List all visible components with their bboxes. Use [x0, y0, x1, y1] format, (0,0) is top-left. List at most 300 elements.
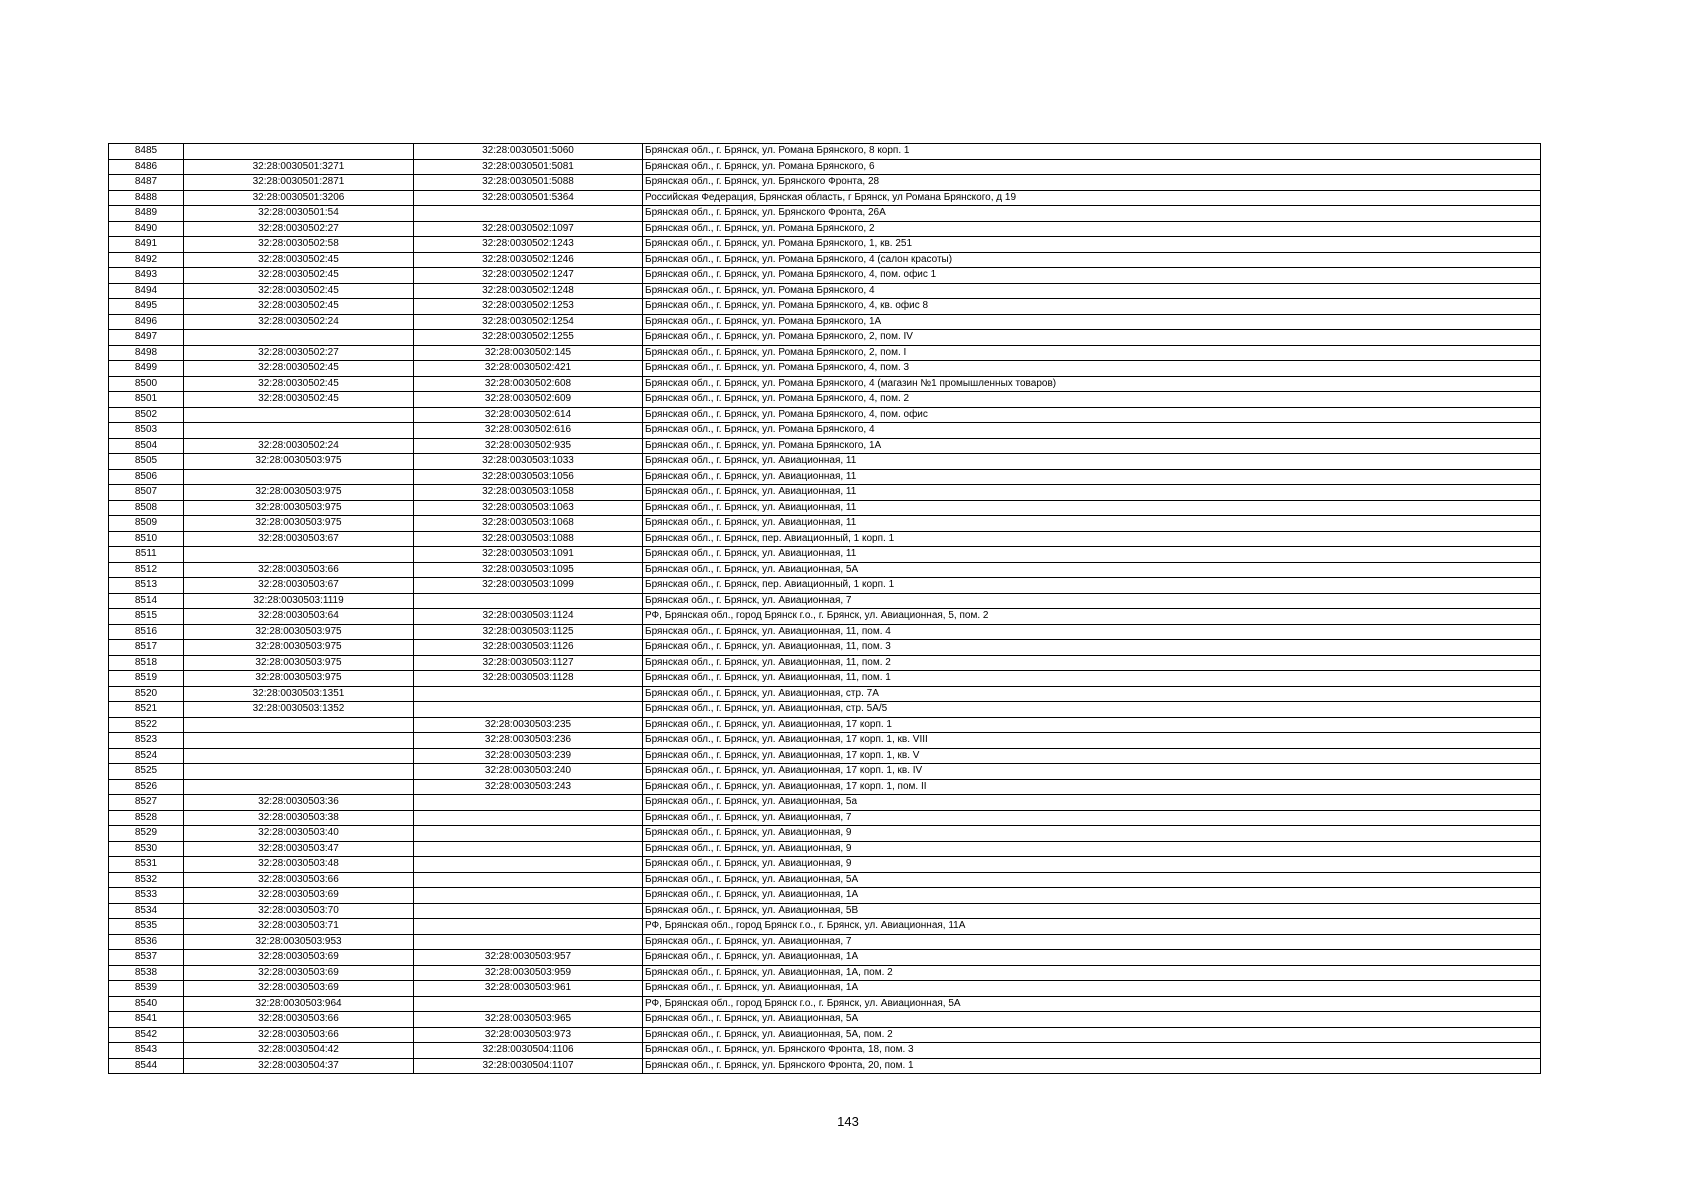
old-cadastral-number-cell [184, 764, 414, 780]
new-cadastral-number-cell [414, 206, 643, 222]
table-row [109, 469, 1541, 485]
new-cadastral-number-cell: 32:28:0030501:5364 [414, 190, 643, 206]
table-row [109, 252, 1541, 268]
old-cadastral-number-cell: 32:28:0030503:975 [184, 640, 414, 656]
old-cadastral-number-cell: 32:28:0030503:66 [184, 1027, 414, 1043]
address-cell: Брянская обл., г. Брянск, ул. Авиационная, 5а [643, 795, 1541, 811]
old-cadastral-number-cell: 32:28:0030502:45 [184, 283, 414, 299]
row-number-cell: 8505 [109, 454, 184, 470]
old-cadastral-number-cell: 32:28:0030503:1119 [184, 593, 414, 609]
row-number-cell: 8534 [109, 903, 184, 919]
table-row [109, 748, 1541, 764]
row-number-cell: 8541 [109, 1012, 184, 1028]
new-cadastral-number-cell: 32:28:0030503:1063 [414, 500, 643, 516]
row-number-cell: 8516 [109, 624, 184, 640]
address-cell: Брянская обл., г. Брянск, ул. Романа Брянского, 1А [643, 438, 1541, 454]
address-cell: Брянская обл., г. Брянск, ул. Авиационная, 1А [643, 981, 1541, 997]
table-row [109, 934, 1541, 950]
old-cadastral-number-cell: 32:28:0030501:3206 [184, 190, 414, 206]
new-cadastral-number-cell: 32:28:0030501:5060 [414, 144, 643, 160]
address-cell: Брянская обл., г. Брянск, ул. Авиационная, 17 корп. 1, пом. II [643, 779, 1541, 795]
old-cadastral-number-cell: 32:28:0030503:69 [184, 965, 414, 981]
row-number-cell: 8538 [109, 965, 184, 981]
address-cell: Брянская обл., г. Брянск, пер. Авиационный, 1 корп. 1 [643, 531, 1541, 547]
old-cadastral-number-cell: 32:28:0030503:975 [184, 655, 414, 671]
address-cell: Брянская обл., г. Брянск, ул. Авиационная, стр. 7А [643, 686, 1541, 702]
old-cadastral-number-cell: 32:28:0030502:24 [184, 314, 414, 330]
old-cadastral-number-cell: 32:28:0030503:38 [184, 810, 414, 826]
new-cadastral-number-cell: 32:28:0030502:1243 [414, 237, 643, 253]
new-cadastral-number-cell [414, 996, 643, 1012]
address-cell: Брянская обл., г. Брянск, ул. Романа Брянского, 4 (салон красоты) [643, 252, 1541, 268]
address-cell: Брянская обл., г. Брянск, ул. Авиационная, 7 [643, 593, 1541, 609]
address-cell: РФ, Брянская обл., город Брянск г.о., г. Брянск, ул. Авиационная, 5А [643, 996, 1541, 1012]
address-cell: Брянская обл., г. Брянск, ул. Авиационная, 11, пом. 1 [643, 671, 1541, 687]
table-row [109, 314, 1541, 330]
address-cell: Брянская обл., г. Брянск, ул. Авиационная, 11, пом. 3 [643, 640, 1541, 656]
old-cadastral-number-cell: 32:28:0030503:48 [184, 857, 414, 873]
table-row [109, 547, 1541, 563]
address-cell: Российская Федерация, Брянская область, г Брянск, ул Романа Брянского, д 19 [643, 190, 1541, 206]
address-cell: Брянская обл., г. Брянск, ул. Романа Брянского, 4, пом. офис 1 [643, 268, 1541, 284]
new-cadastral-number-cell: 32:28:0030502:609 [414, 392, 643, 408]
table-row [109, 733, 1541, 749]
old-cadastral-number-cell: 32:28:0030504:37 [184, 1058, 414, 1074]
old-cadastral-number-cell: 32:28:0030503:953 [184, 934, 414, 950]
row-number-cell: 8510 [109, 531, 184, 547]
row-number-cell: 8498 [109, 345, 184, 361]
old-cadastral-number-cell: 32:28:0030503:40 [184, 826, 414, 842]
row-number-cell: 8492 [109, 252, 184, 268]
new-cadastral-number-cell: 32:28:0030502:1097 [414, 221, 643, 237]
table-row [109, 144, 1541, 160]
address-cell: РФ, Брянская обл., город Брянск г.о., г. Брянск, ул. Авиационная, 5, пом. 2 [643, 609, 1541, 625]
row-number-cell: 8522 [109, 717, 184, 733]
table-row [109, 423, 1541, 439]
new-cadastral-number-cell: 32:28:0030503:1033 [414, 454, 643, 470]
new-cadastral-number-cell: 32:28:0030502:1248 [414, 283, 643, 299]
new-cadastral-number-cell: 32:28:0030503:1124 [414, 609, 643, 625]
new-cadastral-number-cell: 32:28:0030502:616 [414, 423, 643, 439]
row-number-cell: 8502 [109, 407, 184, 423]
new-cadastral-number-cell: 32:28:0030503:1058 [414, 485, 643, 501]
new-cadastral-number-cell [414, 841, 643, 857]
table-row [109, 965, 1541, 981]
page-number: 143 [837, 1114, 859, 1129]
table-row [109, 795, 1541, 811]
address-cell: Брянская обл., г. Брянск, ул. Авиационная, 1А, пом. 2 [643, 965, 1541, 981]
table-row [109, 779, 1541, 795]
old-cadastral-number-cell: 32:28:0030502:27 [184, 221, 414, 237]
address-cell: Брянская обл., г. Брянск, ул. Романа Брянского, 4 [643, 423, 1541, 439]
row-number-cell: 8496 [109, 314, 184, 330]
old-cadastral-number-cell: 32:28:0030503:964 [184, 996, 414, 1012]
address-cell: Брянская обл., г. Брянск, ул. Романа Брянского, 2 [643, 221, 1541, 237]
address-cell: Брянская обл., г. Брянск, ул. Авиационная, 17 корп. 1, кв. IV [643, 764, 1541, 780]
row-number-cell: 8543 [109, 1043, 184, 1059]
address-cell: Брянская обл., г. Брянск, ул. Авиационная, 17 корп. 1 [643, 717, 1541, 733]
new-cadastral-number-cell [414, 872, 643, 888]
old-cadastral-number-cell: 32:28:0030503:64 [184, 609, 414, 625]
address-cell: Брянская обл., г. Брянск, ул. Авиационная, 11 [643, 454, 1541, 470]
row-number-cell: 8511 [109, 547, 184, 563]
table-row [109, 376, 1541, 392]
address-cell: Брянская обл., г. Брянск, ул. Авиационная, 11 [643, 469, 1541, 485]
row-number-cell: 8528 [109, 810, 184, 826]
table-row [109, 981, 1541, 997]
new-cadastral-number-cell [414, 857, 643, 873]
row-number-cell: 8509 [109, 516, 184, 532]
new-cadastral-number-cell: 32:28:0030503:240 [414, 764, 643, 780]
new-cadastral-number-cell: 32:28:0030503:1127 [414, 655, 643, 671]
address-cell: Брянская обл., г. Брянск, ул. Авиационная, стр. 5А/5 [643, 702, 1541, 718]
old-cadastral-number-cell: 32:28:0030501:3271 [184, 159, 414, 175]
new-cadastral-number-cell: 32:28:0030503:1128 [414, 671, 643, 687]
table-row [109, 903, 1541, 919]
table-row [109, 996, 1541, 1012]
new-cadastral-number-cell: 32:28:0030502:935 [414, 438, 643, 454]
row-number-cell: 8485 [109, 144, 184, 160]
old-cadastral-number-cell: 32:28:0030503:1352 [184, 702, 414, 718]
row-number-cell: 8537 [109, 950, 184, 966]
old-cadastral-number-cell: 32:28:0030502:27 [184, 345, 414, 361]
old-cadastral-number-cell: 32:28:0030503:975 [184, 500, 414, 516]
old-cadastral-number-cell: 32:28:0030503:70 [184, 903, 414, 919]
table-row [109, 299, 1541, 315]
row-number-cell: 8486 [109, 159, 184, 175]
new-cadastral-number-cell [414, 795, 643, 811]
old-cadastral-number-cell: 32:28:0030502:45 [184, 392, 414, 408]
new-cadastral-number-cell: 32:28:0030502:1254 [414, 314, 643, 330]
new-cadastral-number-cell: 32:28:0030503:243 [414, 779, 643, 795]
old-cadastral-number-cell: 32:28:0030503:975 [184, 454, 414, 470]
new-cadastral-number-cell: 32:28:0030503:1088 [414, 531, 643, 547]
table-row [109, 624, 1541, 640]
old-cadastral-number-cell: 32:28:0030504:42 [184, 1043, 414, 1059]
new-cadastral-number-cell [414, 702, 643, 718]
row-number-cell: 8488 [109, 190, 184, 206]
row-number-cell: 8506 [109, 469, 184, 485]
old-cadastral-number-cell [184, 733, 414, 749]
row-number-cell: 8513 [109, 578, 184, 594]
address-cell: Брянская обл., г. Брянск, ул. Романа Брянского, 8 корп. 1 [643, 144, 1541, 160]
address-cell: Брянская обл., г. Брянск, ул. Авиационная, 9 [643, 857, 1541, 873]
new-cadastral-number-cell: 32:28:0030502:421 [414, 361, 643, 377]
row-number-cell: 8504 [109, 438, 184, 454]
new-cadastral-number-cell: 32:28:0030502:1246 [414, 252, 643, 268]
new-cadastral-number-cell: 32:28:0030501:5081 [414, 159, 643, 175]
address-cell: Брянская обл., г. Брянск, ул. Авиационная, 9 [643, 841, 1541, 857]
address-cell: Брянская обл., г. Брянск, ул. Авиационная, 5А, пом. 2 [643, 1027, 1541, 1043]
address-cell: Брянская обл., г. Брянск, ул. Романа Брянского, 4, пом. 3 [643, 361, 1541, 377]
address-cell: Брянская обл., г. Брянск, ул. Авиационная, 5В [643, 903, 1541, 919]
old-cadastral-number-cell: 32:28:0030502:45 [184, 299, 414, 315]
old-cadastral-number-cell: 32:28:0030503:47 [184, 841, 414, 857]
new-cadastral-number-cell: 32:28:0030503:236 [414, 733, 643, 749]
registry-table-body [109, 144, 1541, 1074]
row-number-cell: 8490 [109, 221, 184, 237]
row-number-cell: 8531 [109, 857, 184, 873]
new-cadastral-number-cell [414, 903, 643, 919]
table-row [109, 686, 1541, 702]
address-cell: Брянская обл., г. Брянск, ул. Брянского Фронта, 20, пом. 1 [643, 1058, 1541, 1074]
row-number-cell: 8501 [109, 392, 184, 408]
new-cadastral-number-cell: 32:28:0030502:1255 [414, 330, 643, 346]
address-cell: Брянская обл., г. Брянск, ул. Романа Брянского, 6 [643, 159, 1541, 175]
new-cadastral-number-cell: 32:28:0030503:235 [414, 717, 643, 733]
new-cadastral-number-cell: 32:28:0030503:1126 [414, 640, 643, 656]
table-row [109, 361, 1541, 377]
new-cadastral-number-cell: 32:28:0030501:5088 [414, 175, 643, 191]
registry-table [108, 143, 1541, 1074]
table-row [109, 516, 1541, 532]
address-cell: Брянская обл., г. Брянск, ул. Авиационная, 11 [643, 547, 1541, 563]
row-number-cell: 8497 [109, 330, 184, 346]
new-cadastral-number-cell [414, 686, 643, 702]
new-cadastral-number-cell: 32:28:0030504:1106 [414, 1043, 643, 1059]
address-cell: Брянская обл., г. Брянск, ул. Романа Брянского, 1, кв. 251 [643, 237, 1541, 253]
row-number-cell: 8508 [109, 500, 184, 516]
new-cadastral-number-cell: 32:28:0030503:965 [414, 1012, 643, 1028]
table-row [109, 702, 1541, 718]
table-row [109, 1012, 1541, 1028]
row-number-cell: 8544 [109, 1058, 184, 1074]
table-row [109, 764, 1541, 780]
table-row [109, 671, 1541, 687]
old-cadastral-number-cell: 32:28:0030503:975 [184, 485, 414, 501]
table-row [109, 454, 1541, 470]
address-cell: Брянская обл., г. Брянск, ул. Авиационная, 7 [643, 810, 1541, 826]
table-row [109, 1027, 1541, 1043]
address-cell: Брянская обл., г. Брянск, ул. Авиационная, 17 корп. 1, кв. V [643, 748, 1541, 764]
address-cell: Брянская обл., г. Брянск, ул. Романа Брянского, 2, пом. IV [643, 330, 1541, 346]
row-number-cell: 8540 [109, 996, 184, 1012]
old-cadastral-number-cell: 32:28:0030502:45 [184, 361, 414, 377]
old-cadastral-number-cell: 32:28:0030503:67 [184, 531, 414, 547]
address-cell: Брянская обл., г. Брянск, ул. Авиационная, 11, пом. 4 [643, 624, 1541, 640]
row-number-cell: 8523 [109, 733, 184, 749]
row-number-cell: 8527 [109, 795, 184, 811]
old-cadastral-number-cell: 32:28:0030503:66 [184, 562, 414, 578]
table-row [109, 392, 1541, 408]
row-number-cell: 8525 [109, 764, 184, 780]
table-row [109, 810, 1541, 826]
row-number-cell: 8524 [109, 748, 184, 764]
address-cell: Брянская обл., г. Брянск, ул. Романа Брянского, 2, пом. I [643, 345, 1541, 361]
address-cell: Брянская обл., г. Брянск, ул. Авиационная, 5А [643, 562, 1541, 578]
row-number-cell: 8535 [109, 919, 184, 935]
old-cadastral-number-cell [184, 779, 414, 795]
old-cadastral-number-cell: 32:28:0030502:45 [184, 376, 414, 392]
old-cadastral-number-cell: 32:28:0030503:36 [184, 795, 414, 811]
old-cadastral-number-cell: 32:28:0030503:69 [184, 888, 414, 904]
table-row [109, 593, 1541, 609]
address-cell: Брянская обл., г. Брянск, ул. Авиационная, 5А [643, 1012, 1541, 1028]
new-cadastral-number-cell: 32:28:0030502:1247 [414, 268, 643, 284]
row-number-cell: 8489 [109, 206, 184, 222]
address-cell: Брянская обл., г. Брянск, ул. Авиационная, 11 [643, 516, 1541, 532]
row-number-cell: 8539 [109, 981, 184, 997]
row-number-cell: 8526 [109, 779, 184, 795]
old-cadastral-number-cell: 32:28:0030503:69 [184, 981, 414, 997]
row-number-cell: 8517 [109, 640, 184, 656]
address-cell: Брянская обл., г. Брянск, ул. Брянского Фронта, 18, пом. 3 [643, 1043, 1541, 1059]
row-number-cell: 8503 [109, 423, 184, 439]
old-cadastral-number-cell [184, 717, 414, 733]
new-cadastral-number-cell: 32:28:0030503:959 [414, 965, 643, 981]
new-cadastral-number-cell [414, 826, 643, 842]
new-cadastral-number-cell [414, 934, 643, 950]
table-row [109, 950, 1541, 966]
address-cell: Брянская обл., г. Брянск, ул. Брянского Фронта, 28 [643, 175, 1541, 191]
table-row [109, 206, 1541, 222]
new-cadastral-number-cell: 32:28:0030502:614 [414, 407, 643, 423]
table-row [109, 562, 1541, 578]
table-row [109, 609, 1541, 625]
row-number-cell: 8491 [109, 237, 184, 253]
address-cell: Брянская обл., г. Брянск, ул. Романа Брянского, 4, кв. офис 8 [643, 299, 1541, 315]
old-cadastral-number-cell: 32:28:0030502:58 [184, 237, 414, 253]
table-row [109, 175, 1541, 191]
table-row [109, 841, 1541, 857]
table-row [109, 857, 1541, 873]
row-number-cell: 8520 [109, 686, 184, 702]
table-row [109, 1058, 1541, 1074]
address-cell: Брянская обл., г. Брянск, ул. Авиационная, 11, пом. 2 [643, 655, 1541, 671]
new-cadastral-number-cell: 32:28:0030503:1095 [414, 562, 643, 578]
address-cell: Брянская обл., г. Брянск, ул. Романа Брянского, 4, пом. офис [643, 407, 1541, 423]
new-cadastral-number-cell: 32:28:0030503:1125 [414, 624, 643, 640]
new-cadastral-number-cell: 32:28:0030502:608 [414, 376, 643, 392]
table-row [109, 237, 1541, 253]
table-row [109, 888, 1541, 904]
new-cadastral-number-cell: 32:28:0030504:1107 [414, 1058, 643, 1074]
new-cadastral-number-cell [414, 810, 643, 826]
table-row [109, 578, 1541, 594]
new-cadastral-number-cell: 32:28:0030503:1056 [414, 469, 643, 485]
table-row [109, 330, 1541, 346]
old-cadastral-number-cell: 32:28:0030503:975 [184, 516, 414, 532]
address-cell: Брянская обл., г. Брянск, ул. Авиационная, 9 [643, 826, 1541, 842]
table-row [109, 531, 1541, 547]
address-cell: РФ, Брянская обл., город Брянск г.о., г. Брянск, ул. Авиационная, 11А [643, 919, 1541, 935]
table-row [109, 221, 1541, 237]
address-cell: Брянская обл., г. Брянск, ул. Романа Брянского, 1А [643, 314, 1541, 330]
old-cadastral-number-cell: 32:28:0030503:69 [184, 950, 414, 966]
row-number-cell: 8487 [109, 175, 184, 191]
address-cell: Брянская обл., г. Брянск, пер. Авиационный, 1 корп. 1 [643, 578, 1541, 594]
table-row [109, 345, 1541, 361]
old-cadastral-number-cell: 32:28:0030501:54 [184, 206, 414, 222]
old-cadastral-number-cell [184, 547, 414, 563]
table-row [109, 872, 1541, 888]
row-number-cell: 8512 [109, 562, 184, 578]
old-cadastral-number-cell: 32:28:0030503:1351 [184, 686, 414, 702]
table-row [109, 655, 1541, 671]
row-number-cell: 8532 [109, 872, 184, 888]
old-cadastral-number-cell: 32:28:0030502:45 [184, 252, 414, 268]
row-number-cell: 8536 [109, 934, 184, 950]
row-number-cell: 8518 [109, 655, 184, 671]
row-number-cell: 8529 [109, 826, 184, 842]
address-cell: Брянская обл., г. Брянск, ул. Авиационная, 7 [643, 934, 1541, 950]
table-row [109, 159, 1541, 175]
old-cadastral-number-cell [184, 144, 414, 160]
new-cadastral-number-cell [414, 593, 643, 609]
old-cadastral-number-cell [184, 423, 414, 439]
old-cadastral-number-cell: 32:28:0030501:2871 [184, 175, 414, 191]
row-number-cell: 8500 [109, 376, 184, 392]
row-number-cell: 8495 [109, 299, 184, 315]
old-cadastral-number-cell: 32:28:0030502:24 [184, 438, 414, 454]
old-cadastral-number-cell: 32:28:0030503:66 [184, 1012, 414, 1028]
new-cadastral-number-cell: 32:28:0030502:145 [414, 345, 643, 361]
new-cadastral-number-cell: 32:28:0030502:1253 [414, 299, 643, 315]
new-cadastral-number-cell: 32:28:0030503:239 [414, 748, 643, 764]
table-row [109, 485, 1541, 501]
new-cadastral-number-cell: 32:28:0030503:961 [414, 981, 643, 997]
old-cadastral-number-cell [184, 469, 414, 485]
row-number-cell: 8493 [109, 268, 184, 284]
table-row [109, 717, 1541, 733]
address-cell: Брянская обл., г. Брянск, ул. Брянского Фронта, 26А [643, 206, 1541, 222]
old-cadastral-number-cell: 32:28:0030503:71 [184, 919, 414, 935]
table-row [109, 919, 1541, 935]
old-cadastral-number-cell: 32:28:0030503:66 [184, 872, 414, 888]
address-cell: Брянская обл., г. Брянск, ул. Романа Брянского, 4 (магазин №1 промышленных товаров) [643, 376, 1541, 392]
old-cadastral-number-cell: 32:28:0030503:975 [184, 624, 414, 640]
new-cadastral-number-cell: 32:28:0030503:957 [414, 950, 643, 966]
new-cadastral-number-cell [414, 888, 643, 904]
row-number-cell: 8514 [109, 593, 184, 609]
new-cadastral-number-cell: 32:28:0030503:973 [414, 1027, 643, 1043]
table-row [109, 407, 1541, 423]
address-cell: Брянская обл., г. Брянск, ул. Романа Брянского, 4 [643, 283, 1541, 299]
address-cell: Брянская обл., г. Брянск, ул. Авиационная, 1А [643, 950, 1541, 966]
row-number-cell: 8494 [109, 283, 184, 299]
address-cell: Брянская обл., г. Брянск, ул. Авиационная, 17 корп. 1, кв. VIII [643, 733, 1541, 749]
table-row [109, 283, 1541, 299]
old-cadastral-number-cell: 32:28:0030503:67 [184, 578, 414, 594]
row-number-cell: 8542 [109, 1027, 184, 1043]
table-row [109, 826, 1541, 842]
address-cell: Брянская обл., г. Брянск, ул. Авиационная, 11 [643, 500, 1541, 516]
address-cell: Брянская обл., г. Брянск, ул. Авиационная, 1А [643, 888, 1541, 904]
new-cadastral-number-cell: 32:28:0030503:1091 [414, 547, 643, 563]
new-cadastral-number-cell [414, 919, 643, 935]
old-cadastral-number-cell [184, 407, 414, 423]
table-row [109, 438, 1541, 454]
old-cadastral-number-cell [184, 748, 414, 764]
table-row [109, 1043, 1541, 1059]
row-number-cell: 8530 [109, 841, 184, 857]
table-row [109, 268, 1541, 284]
row-number-cell: 8515 [109, 609, 184, 625]
row-number-cell: 8499 [109, 361, 184, 377]
table-row [109, 640, 1541, 656]
table-row [109, 190, 1541, 206]
old-cadastral-number-cell: 32:28:0030502:45 [184, 268, 414, 284]
address-cell: Брянская обл., г. Брянск, ул. Романа Брянского, 4, пом. 2 [643, 392, 1541, 408]
address-cell: Брянская обл., г. Брянск, ул. Авиационная, 11 [643, 485, 1541, 501]
row-number-cell: 8533 [109, 888, 184, 904]
old-cadastral-number-cell [184, 330, 414, 346]
row-number-cell: 8507 [109, 485, 184, 501]
address-cell: Брянская обл., г. Брянск, ул. Авиационная, 5А [643, 872, 1541, 888]
row-number-cell: 8521 [109, 702, 184, 718]
old-cadastral-number-cell: 32:28:0030503:975 [184, 671, 414, 687]
new-cadastral-number-cell: 32:28:0030503:1099 [414, 578, 643, 594]
